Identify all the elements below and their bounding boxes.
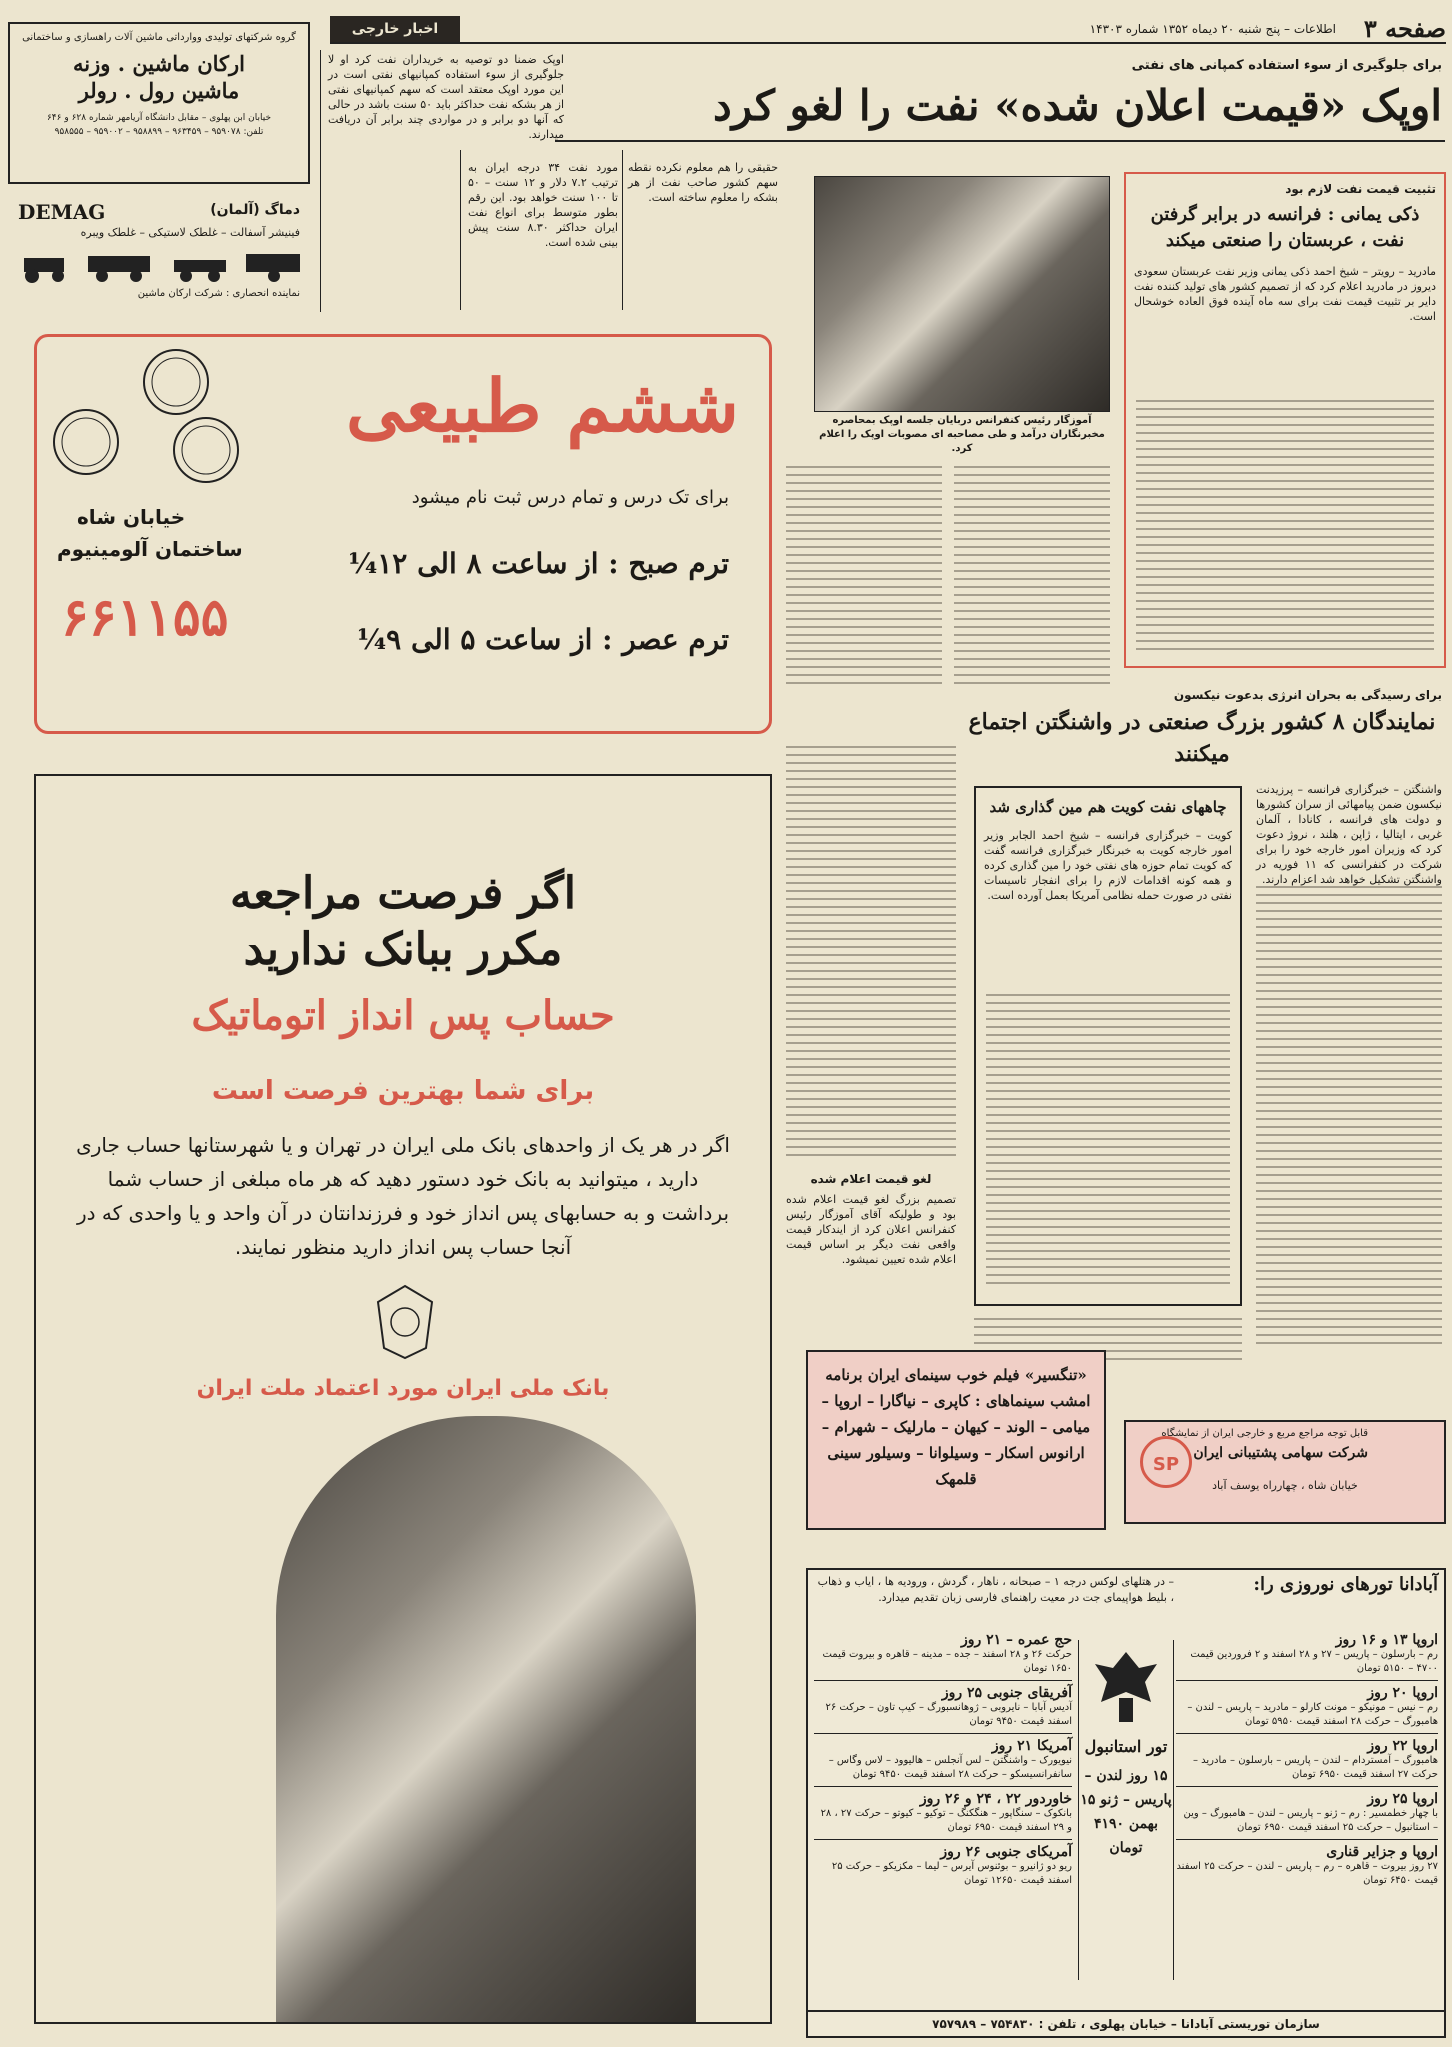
tour-right-col	[1176, 1628, 1438, 1892]
lead-headline: اوپک «قیمت اعلان شده» نفت را لغو کرد	[713, 81, 1442, 130]
tour-right-1[interactable]	[1176, 1681, 1438, 1734]
sixth-sense-ad	[34, 334, 772, 734]
sixth-sense-subtitle: برای تک درس و تمام درس ثبت نام میشود	[411, 487, 729, 508]
machinery-address: خیابان ابن پهلوی – مقابل دانشگاه آریامهر شماره ۶۲۸ و ۶۴۶	[46, 113, 272, 123]
nixon-text-lines	[1256, 880, 1442, 1360]
machinery-line1: گروه شرکتهای تولیدی ووارداتی ماشین آلات راهسازی و ساختمانی	[22, 32, 296, 43]
tour-right-title: اروپا ۲۵ روز	[1367, 1791, 1438, 1807]
sixth-sense-evening: ترم عصر : از ساعت ۵ الی ۹¼	[356, 623, 729, 656]
sp-ad	[1124, 1420, 1446, 1524]
tour-right-desc: رم – بارسلون – پاریس – ۲۷ و ۲۸ اسفند و ۲ فروردین قیمت ۴۷۰۰ – ۵۱۵۰ تومان	[1190, 1649, 1438, 1674]
tour-left-title: آفریقای جنوبی ۲۵ روز	[941, 1685, 1072, 1701]
bank-line2: مکرر ببانک ندارید	[243, 924, 563, 975]
tour-left-desc: نیویورک – واشنگتن – لس آنجلس – هالیوود – لاس وگاس – سانفرانسیسکو – حرکت ۲۸ اسفند قیمت ۹۴۵۰ تومان	[828, 1755, 1072, 1780]
masthead-bar	[330, 14, 1446, 44]
sixth-sense-street: خیابان شاه	[77, 505, 186, 529]
col-rule-a	[320, 50, 321, 312]
tour-right-3[interactable]	[1176, 1787, 1438, 1840]
sp-address: خیابان شاه ، چهارراه یوسف آباد	[1212, 1479, 1358, 1492]
photo-caption: آموزگار رئیس کنفرانس دربایان جلسه اوپک بمحاصره مخبرنگاران درآمد و طی مصاحبه ای مصوبات اوپک را اعلام کرد.	[819, 415, 1105, 454]
bank-footer: بانک ملی ایران مورد اعتماد ملت ایران	[196, 1376, 610, 1401]
page-label: صفحه ۳	[1363, 14, 1446, 43]
tour-right-desc: هامبورگ – آمستردام – لندن – پاریس – بارسلون – مادرید – حرکت ۲۷ اسفند قیمت ۶۹۵۰ تومان	[1192, 1755, 1438, 1780]
seal-right-icon	[171, 415, 241, 485]
finisher-wheel-b	[130, 270, 142, 282]
truck-wheel-b	[208, 270, 220, 282]
tour-left-desc: آدیس آبابا – نایروبی – ژوهانسبورگ – کیپ تاون – حرکت ۲۶ اسفند قیمت ۹۴۵۰ تومان	[825, 1702, 1072, 1727]
tour-left-col	[814, 1628, 1072, 1892]
tour-right-desc: ۲۷ روز بیروت – قاهره – رم – پاریس – لندن – حرکت ۲۵ اسفند قیمت ۶۴۵۰ تومان	[1176, 1861, 1438, 1886]
section-label: اخبار خارجی	[330, 16, 460, 42]
tour-left-2[interactable]	[814, 1734, 1072, 1787]
bank-line3: حساب پس انداز اتوماتیک	[191, 992, 615, 1039]
roller-drum	[25, 269, 39, 283]
nixon-body: واشنگتن – خبرگزاری فرانسه – پرزیدنت نیکسون ضمن پیامهائی از سران کشورها و دولت های فرانسه ، کانادا ، آلمان غربی ، ایتالیا ، ژاپن ، هلند ، نروژ دعوت کرد که وزیران امور خارجه خود را برای شرکت در کنفرانسی که ۱۱ فوریه در واشنگتن تشکیل خواهد شد اعزام دارند.	[1256, 783, 1442, 886]
tour-right-title: اروپا ۲۲ روز	[1367, 1738, 1438, 1754]
kuwait-box	[974, 786, 1242, 1306]
tour-left-title: آمریکای جنوبی ۲۶ روز	[940, 1844, 1072, 1860]
tour-right-desc: رم – نیس – مونیکو – مونت کارلو – مادرید – پاریس – لندن – هامبورگ – حرکت ۲۸ اسفند قیمت ۵۹۵۰ تومان	[1187, 1702, 1438, 1727]
tour-left-0[interactable]	[814, 1628, 1072, 1681]
tour-left-3[interactable]	[814, 1787, 1072, 1840]
tour-left-desc: بانکوک – سنگاپور – هنگکنگ – توکیو – کیوتو – حرکت ۲۷ ، ۲۸ و ۲۹ اسفند قیمت ۶۹۵۰ تومان	[820, 1808, 1072, 1833]
seal-left-icon	[51, 407, 121, 477]
col-rule-c	[622, 150, 623, 310]
sp-logo: SP	[1140, 1436, 1192, 1488]
yamani-body: مادرید – رویتر – شیخ احمد ذکی یمانی وزیر نفت عربستان سعودی دیروز در مادرید اعلام کرد که از تصمیم کشور های تولید کننده نفت دایر بر تثبیت قیمت نفت برای سه ماه آینده فوق العاده خوشحال است.	[1134, 265, 1436, 323]
cinema-ad	[806, 1350, 1106, 1530]
sp-line1: قابل توجه مراجع مربع و خارجی ایران از نمایشگاه	[1161, 1428, 1368, 1439]
lead-body-mid: مورد نفت ۳۴ درجه ایران به ترتیب ۷.۲ دلار و ۱۲ سنت – ۵۰ تا ۱۰۰ سنت خواهد بود. این رقم بطور متوسط برای انواع نفت ایران حداکثر ۸.۳۰ سنت پیش بینی شده است.	[468, 161, 618, 249]
mid-text-col-3	[786, 740, 956, 1160]
sixth-sense-phone: ۶۶۱۱۵۵	[61, 587, 229, 648]
tour-left-1[interactable]	[814, 1681, 1072, 1734]
tour-left-desc: ریو دو ژانیرو – بوئنوس آیرس – لیما – مکزیکو – حرکت ۲۵ اسفند قیمت ۱۲۶۵۰ تومان	[831, 1861, 1072, 1886]
demag-desc: فینیشر آسفالت – غلطک لاستیکی – غلطک ویبره	[80, 226, 300, 239]
loader-body	[246, 254, 300, 272]
kuwait-headline: چاههای نفت کویت هم مین گذاری شد	[989, 798, 1227, 816]
tour-left-title: حج عمره – ۲۱ روز	[960, 1632, 1072, 1648]
lead-kicker: برای جلوگیری از سوء استفاده کمپانی های نفتی	[1131, 58, 1442, 73]
price-body: تصمیم بزرگ لغو قیمت اعلام شده بود و طولیکه آقای آموزگار رئیس کنفرانس اعلان کرد از ایندکار قیمت واقعی نفت دیگر بر اساس قیمت اعلام شده تعیین نمیشود.	[786, 1193, 956, 1266]
tour-left-4[interactable]	[814, 1840, 1072, 1892]
sixth-sense-morning: ترم صبح : از ساعت ۸ الی ۱۲¼	[348, 547, 729, 580]
loader-wheel	[268, 270, 280, 282]
tour-right-0[interactable]	[1176, 1628, 1438, 1681]
man-on-phone-photo	[276, 1416, 696, 2024]
finisher-body	[88, 256, 150, 272]
machinery-illustration	[18, 250, 308, 284]
istanbul-desc: ۱۵ روز لندن – پاریس – ژنو ۱۵ بهمن ۴۱۹۰ تومان	[1080, 1768, 1172, 1856]
dateline: اطلاعات – پنج شنبه ۲۰ دیماه ۱۳۵۲ شماره ۱۴۳۰۳	[1089, 22, 1336, 36]
nixon-kicker: برای رسیدگی به بحران انرژی بدعوت نیکسون	[1173, 688, 1442, 702]
istanbul-title: تور استانبول	[1084, 1737, 1168, 1756]
price-subhead: لغو قیمت اعلام شده	[810, 1172, 932, 1186]
bank-body: اگر در هر یک از واحدهای بانک ملی ایران در تهران و یا شهرستانها حساب جاری دارید ، میتوانید به بانک خود دستور دهید که هر ماه مبلغی از حساب شما برداشت و به حسابهای پس انداز خود و فرزندانتان در آن واحد و یا واحدی که در آنجا حساب پس انداز دارید منظور نمایند.	[76, 1133, 730, 1259]
yamani-text-lines	[1136, 394, 1434, 654]
kuwait-text-lines	[986, 988, 1230, 1288]
lead-body-top: اوپک ضمنا دو توصیه به خریداران نفت کرد او لا جلوگیری از سوء استفاده کمپانیهای نفتی است در این مورد اوپک معتقد است که سهم کمپانیهای نفتی از هر بشکه نفت حداکثر باید ۵۰ سنت باشد در حالی که آنها دو برابر و در مواردی چند برابر آن دریافت میدارند.	[328, 53, 564, 141]
roller-wheel	[52, 270, 64, 282]
yamani-kicker: تثبیت قیمت نفت لازم بود	[1285, 182, 1436, 196]
tour-headline: آبادانا تورهای نوروزی را:	[1253, 1574, 1438, 1595]
tour-intro: – در هتلهای لوکس درجه ۱ – صبحانه ، ناهار ، گردش ، ورودیه ها ، ایاب و ذهاب ، بلیط هواپیمای جت در معیت راهنمای فارسی زبان تقدیم میدارد.	[817, 1575, 1174, 1604]
kuwait-body: کویت – خبرگزاری فرانسه – شیخ احمد الجابر وزیر امور خارجه کویت به خبرنگار خبرگزاری فرانسه گفت که کویت تمام حوزه های نفتی خود را مین گذاری کرده و همه کونه اقدامات لازم را برای انفجار تاسیسات نفتی در صورت حمله نظامی آمریکا بعمل آورده است.	[984, 829, 1232, 902]
demag-brand-fa: دماگ (آلمان)	[210, 202, 300, 218]
sixth-sense-title: ششم طبیعی	[345, 363, 739, 448]
tour-right-title: اروپا و جزایر قناری	[1326, 1844, 1438, 1860]
demag-block	[8, 200, 310, 310]
bank-ad	[34, 774, 772, 2024]
lead-body-left: حقیقی را هم معلوم نکرده نقطه سهم کشور صاحب نفت از هر بشکه را معلوم ساخته است.	[628, 161, 778, 204]
sp-line2: شرکت سهامی پشتیبانی ایران	[1193, 1445, 1368, 1461]
demag-agent: نماینده انحصاری : شرکت ارکان ماشین	[137, 288, 300, 299]
machinery-line3: ماشین رول . رولر	[78, 78, 240, 103]
nixon-headline: نمایندگان ۸ کشور بزرگ صنعتی در واشنگتن اجتماع میکنند	[968, 709, 1436, 767]
tour-footer: سازمان توریستی آبادانا – خیابان پهلوی ، تلفن : ۷۵۴۸۳۰ – ۷۵۷۹۸۹	[808, 2010, 1444, 2036]
tour-right-2[interactable]	[1176, 1734, 1438, 1787]
machinery-line2: ارکان ماشین . وزنه	[73, 51, 245, 76]
col-rule-b	[460, 150, 461, 310]
tour-ad	[806, 1568, 1446, 2038]
yamani-box	[1124, 172, 1446, 668]
yamani-headline: ذکی یمانی : فرانسه در برابر گرفتن نفت ، عربستان را صنعتی میکند	[1150, 204, 1420, 251]
mid-text-col-1	[786, 460, 942, 690]
truck-wheel-a	[180, 270, 192, 282]
truck-body	[174, 260, 226, 272]
machinery-ad-box	[8, 22, 310, 184]
bank-line1: اگر فرصت مراجعه	[229, 868, 577, 919]
tour-right-desc: با چهار خطمسیر : رم – ژنو – پاریس – لندن – هامبورگ – وین – استانبول – حرکت ۲۵ اسفند قیمت ۶۹۵۰ تومان	[1183, 1808, 1438, 1833]
demag-brand: DEMAG	[18, 200, 106, 224]
tour-left-title: آمریکا ۲۱ روز	[991, 1738, 1072, 1754]
tour-left-desc: حرکت ۲۶ و ۲۸ اسفند – جده – مدینه – قاهره و بیروت قیمت ۱۶۵۰ تومان	[822, 1649, 1072, 1674]
machinery-phone: تلفن: ۹۵۹۰۷۸ – ۹۶۳۴۵۹ – ۹۵۸۸۹۹ – ۹۵۹۰۰۲ – ۹۵۸۵۵۵	[54, 127, 264, 137]
tour-right-4[interactable]	[1176, 1840, 1438, 1892]
cinema-text: «تنگسیر» فیلم خوب سینمای ایران برنامه امشب سینماهای : کاپری – نیاگارا – اروپا – میامی – الوند – کیهان – مارلیک – شهرام – ارانوس اسکار – وسیلوانا – وسیلور سینی قلمهک	[821, 1366, 1091, 1488]
lead-rule	[555, 140, 1445, 142]
tour-left-title: خاوردور ۲۲ ، ۲۴ و ۲۶ روز	[919, 1791, 1072, 1807]
sixth-sense-building: ساختمان آلومینیوم	[57, 537, 243, 561]
tour-istanbul[interactable]	[1078, 1640, 1174, 1980]
finisher-wheel-a	[96, 270, 108, 282]
bank-line4: برای شما بهترین فرصت است	[211, 1076, 595, 1106]
tour-right-title: اروپا ۲۰ روز	[1367, 1685, 1438, 1701]
machinery-ad	[8, 14, 310, 314]
conference-photo	[814, 176, 1110, 412]
mid-text-col-2	[954, 460, 1110, 690]
seal-top-icon	[141, 347, 211, 417]
tour-right-title: اروپا ۱۳ و ۱۶ روز	[1335, 1632, 1438, 1648]
bank-emblem-icon	[370, 1282, 440, 1362]
eagle-emblem-icon	[1091, 1646, 1161, 1726]
